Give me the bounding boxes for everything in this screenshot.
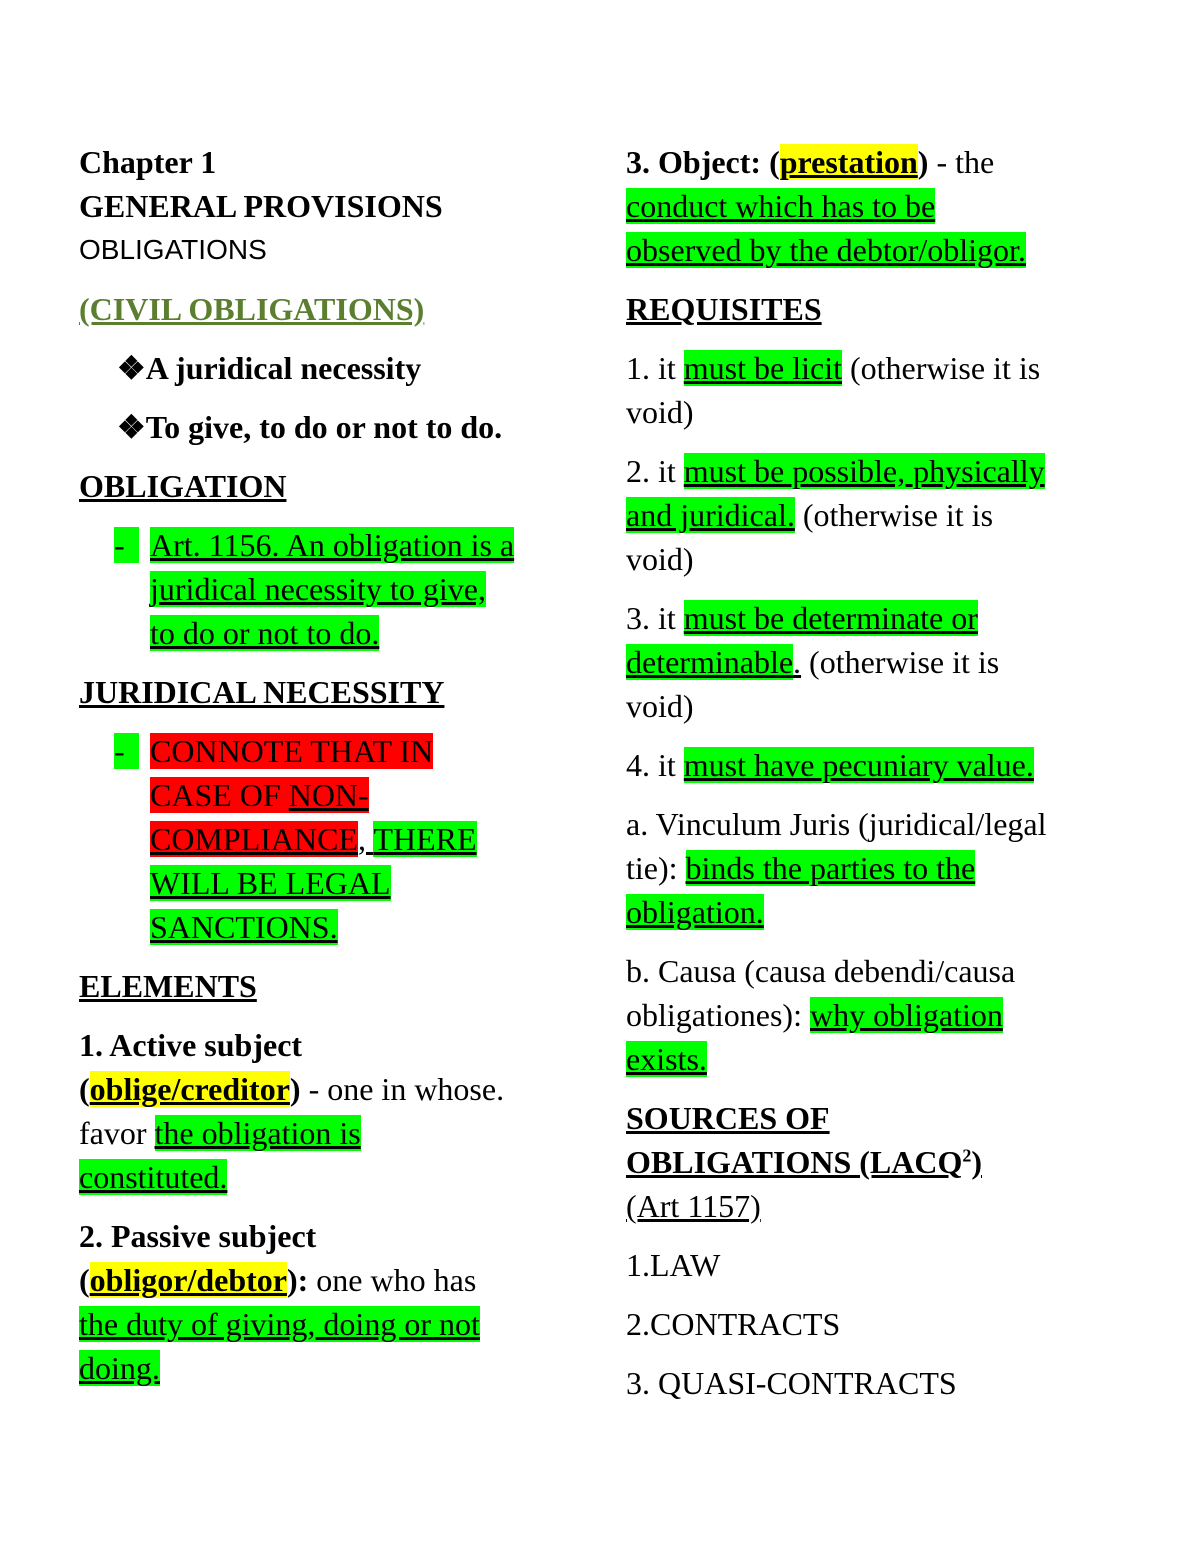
chapter-title: Chapter 1 [79, 144, 217, 180]
art-1156-line1: Art. 1156. An obligation is a [150, 527, 515, 563]
active-subject-title: 1. Active subject [79, 1027, 303, 1063]
diamond-bullet-icon: ❖ [117, 350, 146, 386]
passive-subject-highlight2: doing. [79, 1350, 160, 1386]
requisite-4-highlight: must have pecuniary value. [683, 747, 1034, 783]
bullet-juridical-necessity: ❖A juridical necessity [117, 350, 422, 386]
dash-marker: - [114, 733, 139, 769]
object-highlight1: conduct which has to be [626, 188, 936, 224]
vinculum-juris-block: a. Vinculum Juris (juridical/legal tie): binds the parties to the obligation. [626, 806, 1047, 930]
vinculum-highlight1: binds the parties to the [685, 850, 976, 886]
connote-line3c: THERE [373, 821, 477, 857]
connote-line2b: NON- [288, 777, 369, 813]
connote-line3a: COMPLIANCE [150, 821, 359, 857]
sources-article: (Art 1157) [626, 1188, 761, 1224]
obligation-heading: OBLIGATION [79, 468, 287, 504]
connote-line5: SANCTIONS. [150, 909, 338, 945]
active-subject-highlight1: the obligation is [154, 1115, 361, 1151]
connote-line4: WILL BE LEGAL [150, 865, 391, 901]
passive-subject-highlight1: the duty of giving, doing or not [79, 1306, 480, 1342]
object-title: 3. Object: ( [626, 144, 780, 180]
requisite-2: 2. it must be possible, physically and juridical. (otherwise it is void) [626, 453, 1045, 577]
sources-heading: SOURCES OF OBLIGATIONS (LACQ$^2$) (Art 1157) [626, 1100, 983, 1224]
left-column [79, 140, 569, 1390]
connote-line3b: , [358, 821, 374, 857]
right-column [626, 140, 1116, 1405]
obligations-label: OBLIGATIONS [79, 234, 267, 265]
requisite-1: 1. it must be licit (otherwise it is void) [626, 350, 1041, 430]
art-1156-line2: juridical necessity to give, [150, 571, 486, 607]
source-contracts: 2.CONTRACTS [626, 1306, 841, 1342]
object-block: 3. Object: (prestation) - the conduct which has to be observed by the debtor/obligor. [626, 144, 1026, 268]
active-subject-highlight2: constituted. [79, 1159, 228, 1195]
requisite-3-highlight2: determinable [626, 644, 794, 680]
passive-subject-term: obligor/debtor [89, 1262, 287, 1298]
connote-line1: CONNOTE THAT IN [150, 733, 434, 769]
object-term: prestation [779, 144, 918, 180]
connote-item [114, 729, 569, 949]
vinculum-highlight2: obligation. [626, 894, 764, 930]
requisites-heading: REQUISITES [626, 291, 822, 327]
object-highlight2: observed by the debtor/obligor. [626, 232, 1026, 268]
elements-heading: ELEMENTS [79, 968, 257, 1004]
juridical-necessity-heading: JURIDICAL NECESSITY [79, 674, 445, 710]
bullet-to-give: ❖To give, to do or not to do. [117, 409, 503, 445]
causa-highlight2: exists. [626, 1041, 707, 1077]
connote-line2a: CASE OF [150, 777, 289, 813]
source-quasi-contracts: 3. QUASI-CONTRACTS [626, 1365, 957, 1401]
requisite-1-highlight: must be licit [683, 350, 842, 386]
requisite-3-highlight1: must be determinate or [683, 600, 978, 636]
causa-block: b. Causa (causa debendi/causa obligationes): why obligation exists. [626, 953, 1016, 1077]
source-law: 1.LAW [626, 1247, 721, 1283]
art-1156-line3: to do or not to do. [150, 615, 380, 651]
art-1156-item [114, 523, 569, 655]
requisite-2-highlight1: must be possible, physically [683, 453, 1045, 489]
dash-marker: - [114, 527, 139, 563]
passive-subject-block: 2. Passive subject (obligor/debtor): one who has the duty of giving, doing or not doing. [79, 1218, 480, 1386]
civil-obligations-heading: (CIVIL OBLIGATIONS) [79, 291, 425, 327]
requisite-4: 4. it must have pecuniary value. [626, 747, 1034, 783]
passive-subject-title: 2. Passive subject [79, 1218, 317, 1254]
active-subject-block: 1. Active subject (oblige/creditor) - one in whose. favor the obligation is constituted. [79, 1027, 505, 1195]
causa-highlight1: why obligation [809, 997, 1003, 1033]
diamond-bullet-icon: ❖ [117, 409, 146, 445]
requisite-3: 3. it must be determinate or determinable. (otherwise it is void) [626, 600, 1000, 724]
active-subject-term: oblige/creditor [89, 1071, 290, 1107]
general-provisions-heading: GENERAL PROVISIONS [79, 188, 443, 224]
requisite-2-highlight2: and juridical. [626, 497, 795, 533]
